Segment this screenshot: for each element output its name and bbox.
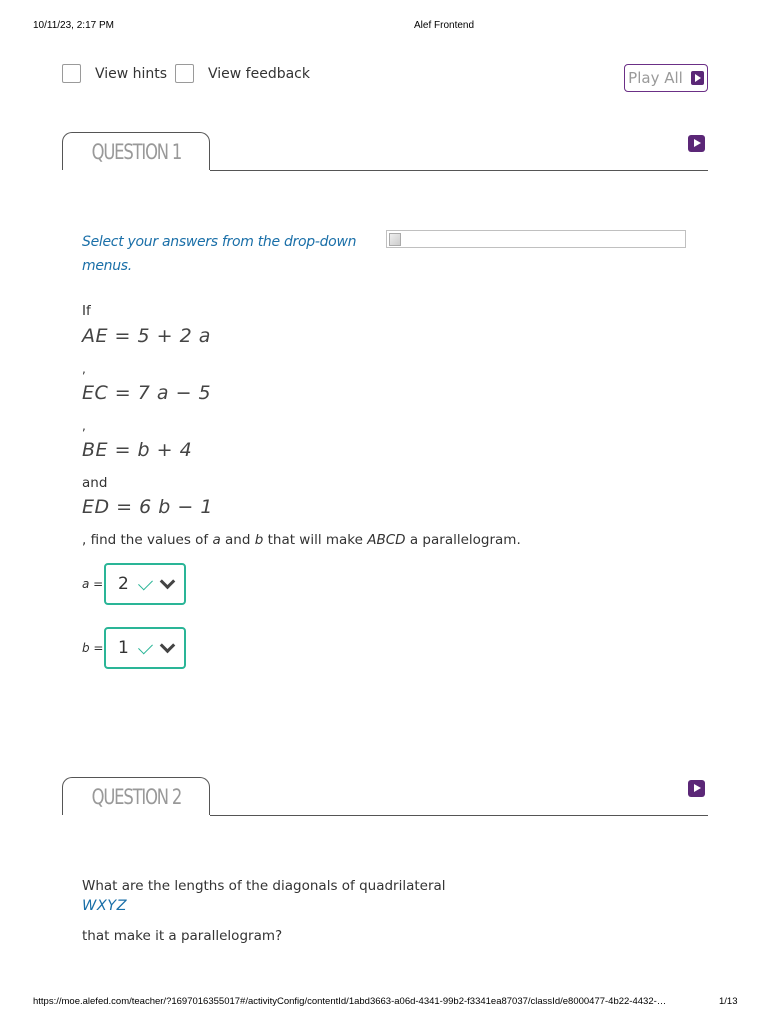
play-icon	[691, 71, 704, 85]
answer-a-row	[82, 563, 186, 605]
view-hints-toggle[interactable]	[62, 64, 167, 83]
if-text: If	[82, 303, 91, 319]
find-and: and	[220, 532, 255, 548]
var-a: a	[212, 532, 221, 548]
find-values-text	[82, 532, 521, 548]
and-text: and	[82, 475, 108, 491]
equation-ae: AE = 5 + 2 a	[82, 325, 211, 347]
answer-b-label: b =	[82, 641, 104, 655]
answer-b-row	[82, 627, 186, 669]
question-1-header	[62, 132, 708, 172]
find-suffix: a parallelogram.	[405, 532, 521, 548]
question-1-instruction: Select your answers from the drop-down menus.	[82, 234, 357, 274]
answer-a-value: 2	[118, 574, 129, 594]
correct-check-icon	[138, 639, 153, 654]
comma-1: ,	[82, 362, 86, 376]
answer-a-label: a =	[82, 577, 104, 591]
view-feedback-label: View feedback	[208, 65, 310, 82]
print-page-number: 1/13	[719, 996, 738, 1007]
view-hints-label: View hints	[95, 65, 168, 82]
broken-image-icon	[386, 230, 686, 248]
shape-abcd: ABCD	[367, 532, 406, 548]
play-all-label: Play All	[628, 69, 683, 87]
answer-b-value: 1	[118, 638, 129, 658]
question-2-shape: WXYZ	[82, 898, 128, 914]
question-1-play-icon[interactable]	[688, 135, 705, 152]
question-2-title: QUESTION 2	[91, 784, 181, 809]
equation-be: BE = b + 4	[82, 439, 193, 461]
question-2-play-icon[interactable]	[688, 780, 705, 797]
toolbar	[62, 64, 708, 94]
answer-b-dropdown[interactable]	[104, 627, 186, 669]
chevron-down-icon	[160, 574, 176, 590]
correct-check-icon	[138, 575, 153, 590]
print-date: 10/11/23, 2:17 PM	[33, 20, 114, 31]
question-1-title: QUESTION 1	[91, 139, 181, 164]
view-feedback-toggle[interactable]	[175, 64, 310, 83]
question-2-tab	[62, 777, 210, 815]
question-2-text-line1: What are the lengths of the diagonals of quadrilateral	[82, 878, 446, 894]
print-title: Alef Frontend	[414, 20, 475, 31]
var-b: b	[254, 532, 264, 548]
equation-ec: EC = 7 a − 5	[82, 382, 212, 404]
question-2-header	[62, 777, 708, 817]
find-prefix: , find the values of	[82, 532, 213, 548]
question-1-divider	[210, 170, 708, 171]
comma-2: ,	[82, 419, 86, 433]
view-feedback-checkbox[interactable]	[175, 64, 194, 83]
print-url: https://moe.alefed.com/teacher/?1697016355017#/activityConfig/contentId/1abd3663-a06d-4341-99b2-f3341ea87037/classId/e8000477-4b22-4432-…	[33, 996, 667, 1007]
play-all-button[interactable]	[624, 64, 708, 92]
question-1-tab	[62, 132, 210, 170]
chevron-down-icon	[160, 638, 176, 654]
equation-ed: ED = 6 b − 1	[82, 496, 213, 518]
question-2-divider	[210, 815, 708, 816]
answer-a-dropdown[interactable]	[104, 563, 186, 605]
question-2-text-line2: that make it a parallelogram?	[82, 928, 283, 944]
find-mid: that will make	[263, 532, 368, 548]
view-hints-checkbox[interactable]	[62, 64, 81, 83]
